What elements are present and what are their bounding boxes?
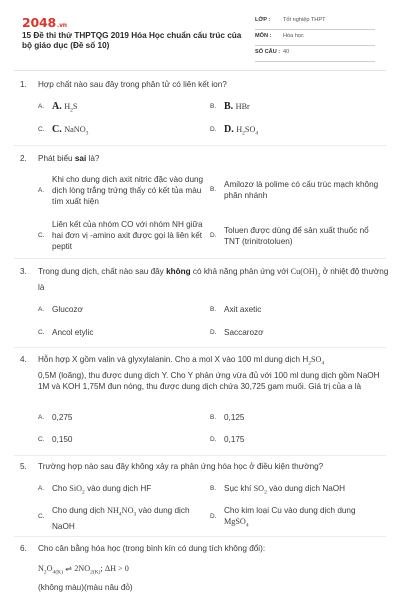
option-letter: D. [210,329,217,336]
question-number: 1. [20,80,27,89]
option-text: Cho SiO$_2$ vào dung dịch HF [52,484,152,496]
option-text: Amilozơ là polime có cấu trúc mạch không phân nhánh [224,180,379,200]
option-letter: A. [38,187,45,194]
option-letter: B. [210,414,217,421]
option-letter: A. [38,103,45,110]
option-letter: A. [38,414,45,421]
document-title: 15 Đề thi thử THPTQG 2019 Hóa Học chuẩn cấu trúc của bộ giáo dục (Đề số 10) [22,31,242,50]
option-text: B. HBr [224,101,250,112]
meta-row-class [255,15,375,30]
logo-text: 2048 [22,15,56,30]
question-text: Trường hợp nào sau đây không xảy ra phản ứng hóa học ở điều kiện thường? [38,462,324,471]
meta-value: Tốt nghiệp THPT [283,17,326,23]
option-text: A. $H_2S$ [52,101,78,114]
question-divider [14,258,386,259]
option-text: Cho kim loại Cu vào dung dịch dung MgSO$_4$ [224,506,356,529]
option-letter: C. [38,513,45,520]
site-logo[interactable] [22,15,67,30]
question-text: Hợp chất nào sau đây trong phân tử có liên kết ion? [38,80,227,89]
question-text: Hỗn hợp X gồm valin và glyxylalanin. Cho a mol X vào 100 ml dung dịch $H_2SO_4$ 0,5M (loãng), thu được dung dịch Y. Cho Y phản ứng vừa đủ với 100 ml dung dịch gồm NaOH 1M và KOH 1,75M đun nóng, thu được dung dịch chứa 30,725 gam muối. Giá trị của a là [38,355,380,391]
question-divider [14,536,386,537]
question-divider [14,145,386,146]
question-text: Phát biểu sai là? [38,154,100,163]
question-number: 2. [20,154,27,163]
equation: $N_2O_{4(K)}$ ⇌ $2NO_{2(K)}$; ΔH > 0 [38,564,129,576]
option-letter: A. [38,306,45,313]
option-text: Khi cho dung dịch axit nitric đặc vào dung dịch lòng trắng trứng thấy có kết tủa màu tím xuất hiện [52,175,204,206]
question-number: 5. [20,462,27,471]
option-text: Liên kết của nhóm CO với nhóm NH giữa hai đơn vị -amino axit được gọi là liên kết peptit [52,220,203,251]
meta-value: 40 [283,49,290,55]
option-letter: C. [38,436,45,443]
option-letter: D. [210,126,217,133]
question-number: 3. [20,267,27,276]
option-text: Glucozơ [52,305,83,314]
logo-suffix: .vn [57,22,67,29]
option-letter: C. [38,126,45,133]
question-text: Trong dung dịch, chất nào sau đây không có khả năng phản ứng với $Cu(OH)_2$ ở nhiệt độ thường là [38,267,389,292]
option-text: Saccarozơ [224,328,264,337]
option-letter: B. [210,306,217,313]
question-divider [14,347,386,348]
question-text: Cho cân bằng hóa học (trong bình kín có dung tích không đổi): [38,544,266,553]
option-text: 0,125 [224,413,245,422]
option-letter: C. [38,232,45,239]
option-letter: B. [210,186,217,193]
option-letter: B. [210,485,217,492]
option-letter: D. [210,513,217,520]
document-meta [255,15,375,63]
option-text: Ancol etylic [52,328,94,337]
option-text: C. NaNO$_3$ [52,124,89,137]
option-text: D. $H_2SO_4$ [224,124,259,137]
meta-label: SỐ CÂU : [255,49,281,55]
option-letter: B. [210,103,217,110]
option-letter: C. [38,329,45,336]
document-header [0,0,400,70]
option-letter: D. [210,436,217,443]
option-text: Sục khí $SO_2$ vào dung dịch NaOH [224,484,346,496]
equation-caption: (không màu)(màu nâu đỏ) [38,583,133,592]
question-divider [14,455,386,456]
option-text: 0,175 [224,435,245,444]
meta-label: LỚP : [255,17,271,23]
meta-row-subject [255,31,375,46]
option-text: Axit axetic [224,305,262,314]
option-letter: A. [38,485,45,492]
equilibrium-arrow-icon: ⇌ [65,564,73,573]
question-number: 4. [20,355,27,364]
meta-row-count [255,47,375,62]
option-text: Cho dung dịch $NH_4NO_3$ vào dung dịch NaOH [52,506,190,531]
header-divider [14,70,386,71]
option-text: 0,150 [52,435,73,444]
option-text: Toluen được dùng để sản xuất thuốc nổ TNT (trinitrotoluen) [224,226,369,246]
question-number: 6. [20,544,27,553]
meta-value: Hóa học [283,33,304,39]
option-text: 0,275 [52,413,73,422]
meta-label: MÔN : [255,33,272,39]
option-letter: D. [210,232,217,239]
